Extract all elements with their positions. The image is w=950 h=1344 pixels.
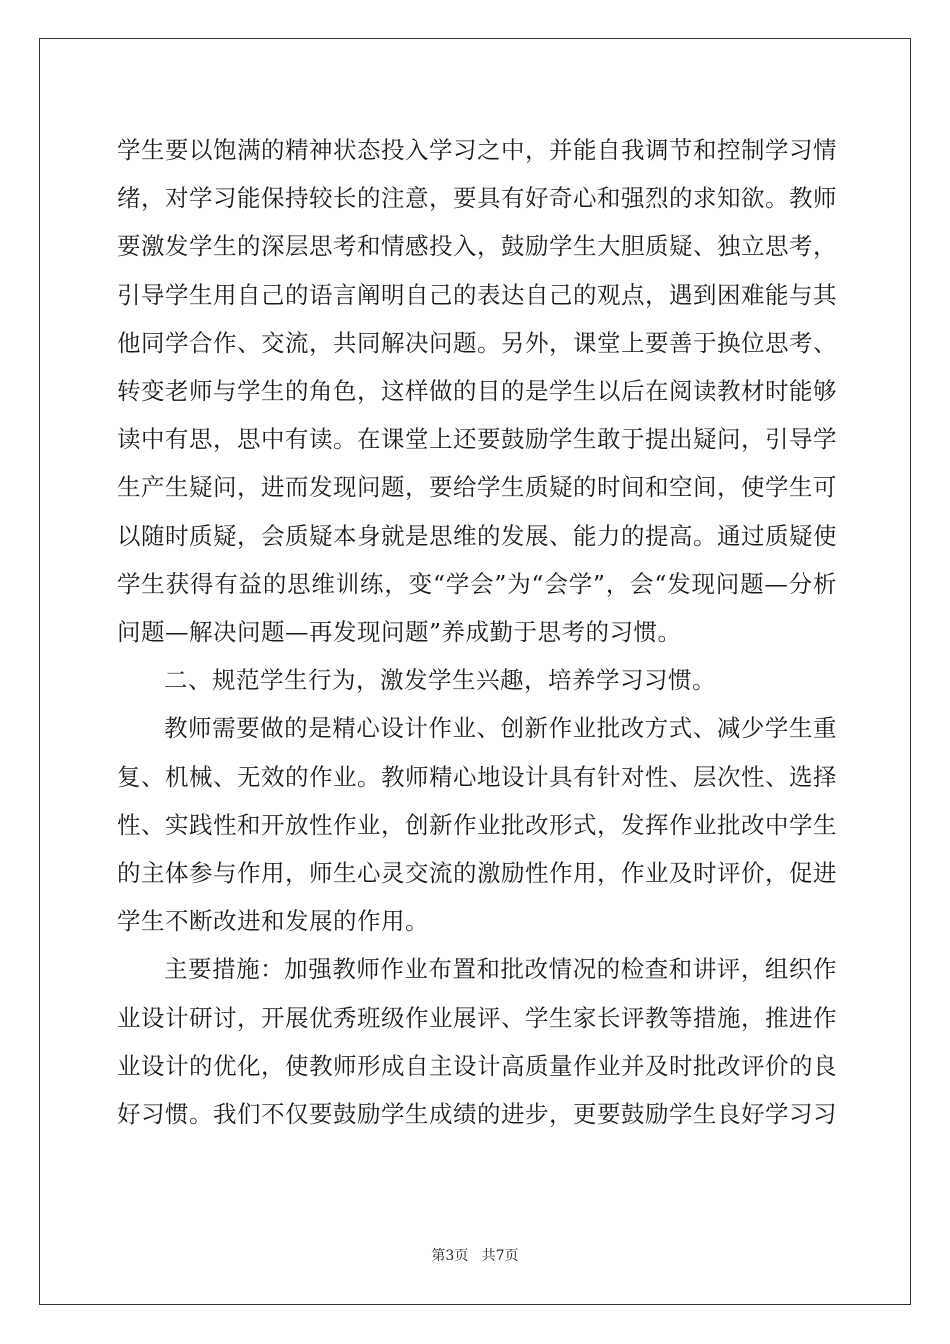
paragraph-main-measures: 主要措施：加强教师作业布置和批改情况的检查和讲评，组织作业设计研讨，开展优秀班级作业展评、学生家长评教等措施，推进作业设计的优化，使教师形成自主设计高质量作业并及时批改评价的良好习惯。我们不仅要鼓励学生成绩的进步，更要鼓励学生良好学习习	[117, 955, 837, 1129]
page-number-footer: 第3页 共7页	[431, 1248, 519, 1264]
section-heading: 二、规范学生行为，激发学生兴趣，培养学习习惯。	[164, 666, 716, 695]
paragraph-homework-design: 教师需要做的是精心设计作业、创新作业批改方式、减少学生重复、机械、无效的作业。教师精心地设计具有针对性、层次性、选择性、实践性和开放性作业，创新作业批改形式，发挥作业批改中学生的主体参与作用，师生心灵交流的激励性作用，作业及时评价，促进学生不断改进和发展的作用。	[117, 714, 837, 936]
document-body	[117, 126, 837, 1138]
paragraph-continuation: 学生要以饱满的精神状态投入学习之中，并能自我调节和控制学习情绪，对学习能保持较长的注意，要具有好奇心和强烈的求知欲。教师要激发学生的深层思考和情感投入，鼓励学生大胆质疑、独立思考，引导学生用自己的语言阐明自己的表达自己的观点，遇到困难能与其他同学合作、交流，共同解决问题。另外，课堂上要善于换位思考、转变老师与学生的角色，这样做的目的是学生以后在阅读教材时能够读中有思，思中有读。在课堂上还要鼓励学生敢于提出疑问，引导学生产生疑问，进而发现问题，要给学生质疑的时间和空间，使学生可以随时质疑，会质疑本身就是思维的发展、能力的提高。通过质疑使学生获得有益的思维训练，变“学会”为“会学”，会“发现问题—分析问题—解决问题—再发现问题”养成勤于思考的习惯。	[117, 136, 837, 647]
